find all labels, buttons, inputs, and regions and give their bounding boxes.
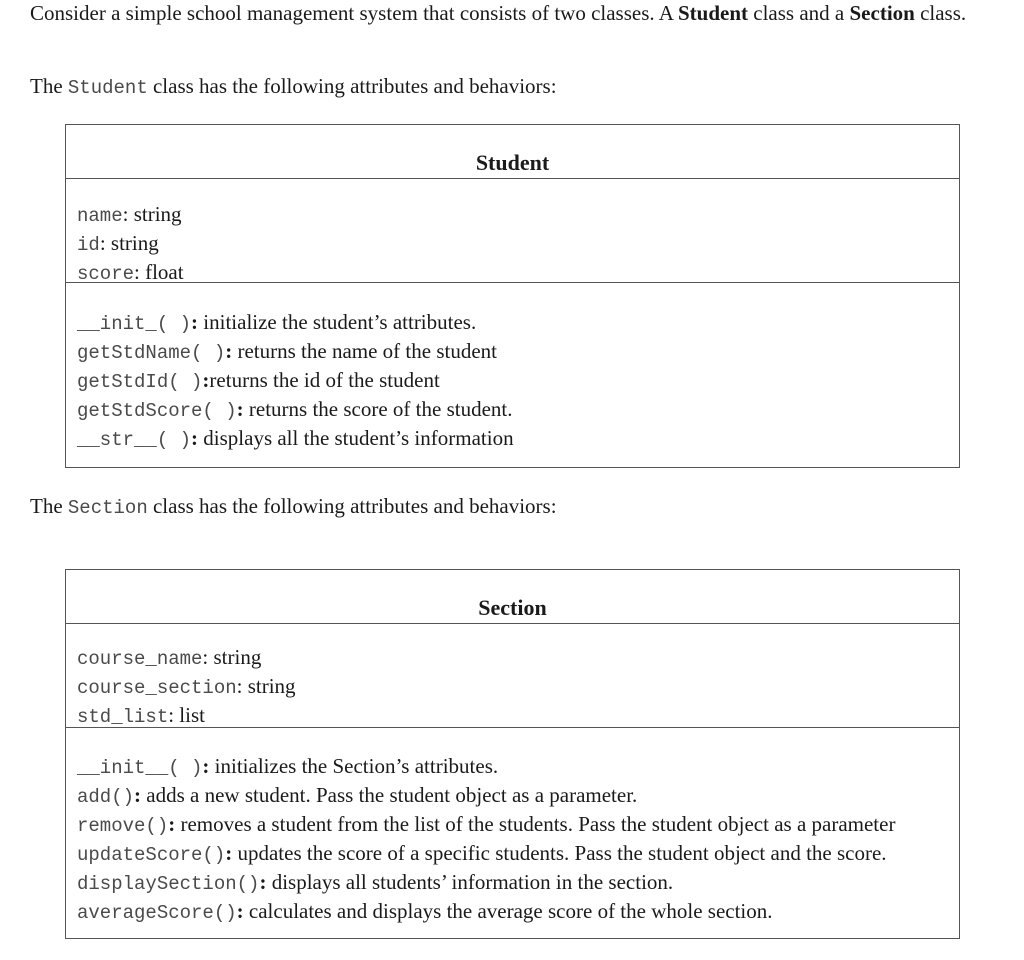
attribute-type: : list (168, 703, 205, 727)
method-description: initializes the Section’s attributes. (209, 754, 499, 778)
method-separator: : (259, 870, 267, 894)
method-description: displays all students’ information in the section. (266, 870, 674, 894)
method-name: __init_( ) (77, 313, 192, 335)
attribute-type: : string (99, 231, 159, 255)
section-intro-code: Section (67, 497, 148, 519)
method-name: __str__( ) (77, 429, 192, 451)
method-separator: : (202, 754, 210, 778)
attribute-name: course_name (77, 648, 203, 670)
intro-section-bold: Section (849, 1, 915, 25)
section-attribute (77, 673, 959, 702)
student-attributes (66, 179, 959, 283)
student-intro-suffix: class has the following attributes and behaviors: (147, 74, 557, 98)
section-methods (66, 728, 959, 927)
section-intro-line (30, 493, 557, 521)
section-intro-prefix: The (30, 494, 68, 518)
attribute-type: : string (236, 674, 296, 698)
intro-text-b: class and a (748, 1, 850, 25)
method-separator: : (202, 368, 210, 392)
section-attribute (77, 644, 959, 673)
method-description: updates the score of a specific students. Pass the student object and the score. (232, 841, 887, 865)
section-intro-suffix: class has the following attributes and behaviors: (147, 494, 557, 518)
method-name: remove() (77, 815, 169, 837)
student-method (77, 367, 959, 396)
section-method (77, 840, 959, 869)
attribute-name: score (77, 263, 135, 285)
method-description: calculates and displays the average score of the whole section. (243, 899, 773, 923)
student-method (77, 396, 959, 425)
method-name: add() (77, 786, 135, 808)
method-separator: : (134, 783, 142, 807)
section-method (77, 869, 959, 898)
method-name: updateScore() (77, 844, 226, 866)
method-separator: : (191, 426, 199, 450)
student-intro-line (30, 73, 557, 101)
student-intro-prefix: The (30, 74, 68, 98)
section-method (77, 898, 959, 927)
intro-student-bold: Student (678, 1, 749, 25)
student-method (77, 338, 959, 367)
method-description: returns the score of the student. (243, 397, 513, 421)
attribute-name: name (77, 205, 123, 227)
student-class-title: Student (66, 125, 959, 179)
method-separator: : (236, 899, 244, 923)
method-description: returns the name of the student (232, 339, 497, 363)
student-methods (66, 283, 959, 454)
student-method (77, 309, 959, 338)
section-class-title: Section (66, 570, 959, 624)
student-method (77, 425, 959, 454)
intro-paragraph (30, 0, 990, 26)
student-intro-code: Student (67, 77, 148, 99)
attribute-type: : string (202, 645, 262, 669)
method-description: returns the id of the student (209, 368, 440, 392)
method-name: getStdId( ) (77, 371, 203, 393)
method-name: __init__( ) (77, 757, 203, 779)
method-description: initialize the student’s attributes. (198, 310, 477, 334)
section-attributes (66, 624, 959, 728)
method-name: getStdName( ) (77, 342, 226, 364)
method-name: averageScore() (77, 902, 237, 924)
method-separator: : (168, 812, 176, 836)
student-attribute (77, 201, 959, 230)
method-separator: : (225, 841, 233, 865)
method-name: getStdScore( ) (77, 400, 237, 422)
method-description: displays all the student’s information (198, 426, 514, 450)
section-method (77, 811, 959, 840)
intro-text-c: class. (914, 1, 967, 25)
intro-text-a: Consider a simple school management system that consists of two classes. A (30, 1, 678, 25)
section-class-diagram (65, 569, 960, 939)
method-separator: : (225, 339, 233, 363)
section-attribute (77, 702, 959, 731)
attribute-name: course_section (77, 677, 237, 699)
method-description: removes a student from the list of the students. Pass the student object as a parameter (175, 812, 896, 836)
attribute-name: id (77, 234, 100, 256)
method-separator: : (236, 397, 244, 421)
method-name: displaySection() (77, 873, 260, 895)
method-description: adds a new student. Pass the student object as a parameter. (141, 783, 638, 807)
section-method (77, 782, 959, 811)
section-method (77, 753, 959, 782)
method-separator: : (191, 310, 199, 334)
attribute-type: : string (122, 202, 182, 226)
attribute-name: std_list (77, 706, 169, 728)
student-class-diagram (65, 124, 960, 468)
attribute-type: : float (134, 260, 184, 284)
student-attribute (77, 230, 959, 259)
